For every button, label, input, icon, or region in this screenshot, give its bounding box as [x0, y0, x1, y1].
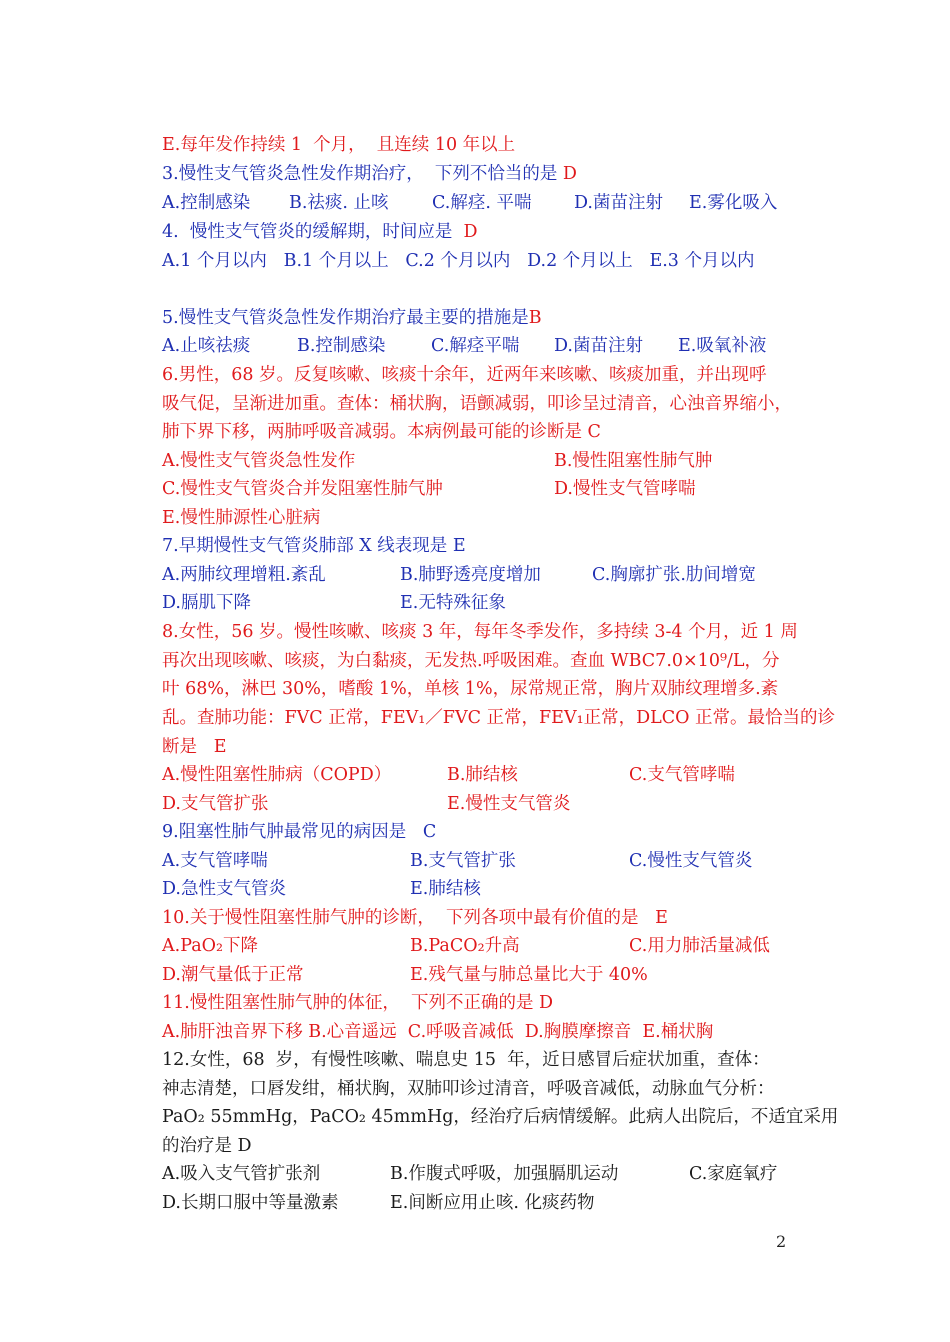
text-line [162, 361, 767, 389]
line-text: 乱。查肺功能：FVC 正常，FEV₁／FVC 正常，FEV₁正常，DLCO 正常。最恰当的诊 [162, 708, 836, 728]
line-text: 叶 68%，淋巴 30%，嗜酸 1%，单核 1%，尿常规正常，胸片双肺纹理增多.紊 [162, 679, 779, 699]
option-text: C.解痉平喘 [431, 336, 520, 356]
text-line [162, 247, 755, 275]
option-text: A.PaO₂下降 [162, 936, 258, 956]
text-line [162, 618, 798, 646]
page-number: 2 [776, 1232, 787, 1251]
option-text: E.残气量与肺总量比大于 40% [410, 965, 648, 985]
option-text: D.菌苗注射 [574, 193, 663, 213]
answer-letter: D [557, 164, 577, 184]
text-line [162, 504, 320, 532]
option-text: B.肺结核 [447, 765, 518, 785]
option-text: D.急性支气管炎 [162, 879, 286, 899]
line-text: 3.慢性支气管炎急性发作期治疗， 下列不恰当的是 [162, 164, 558, 184]
text-line [162, 1132, 252, 1160]
option-text: B.作腹式呼吸，加强膈肌运动 [390, 1164, 619, 1184]
line-text: 的治疗是 D [162, 1136, 252, 1156]
option-text: A.慢性支气管炎急性发作 [162, 451, 356, 471]
line-text: PaO₂ 55mmHg，PaCO₂ 45mmHg，经治疗后病情缓解。此病人出院后，不适宜采用 [162, 1107, 839, 1127]
text-line [162, 1018, 713, 1046]
option-text: B.PaCO₂升高 [410, 936, 520, 956]
line-text: 8.女性，56 岁。慢性咳嗽、咳痰 3 年，每年冬季发作，多持续 3-4 个月，近 1 周 [162, 622, 798, 642]
option-text: E.慢性支气管炎 [447, 794, 571, 814]
answer-letter: D [452, 222, 478, 242]
option-text: C.家庭氧疗 [689, 1164, 778, 1184]
text-line [162, 733, 226, 761]
text-line [162, 675, 778, 703]
option-text: D.膈肌下降 [162, 593, 251, 613]
option-text: C.用力肺活量减低 [629, 936, 770, 956]
line-text: 肺下界下移，两肺呼吸音减弱。本病例最可能的诊断是 C [162, 422, 601, 442]
line-text: 断是 E [162, 737, 227, 757]
line-text: 9.阻塞性肺气肿最常见的病因是 C [162, 822, 437, 842]
line-text: A.1 个月以内 B.1 个月以上 C.2 个月以内 D.2 个月以上 E.3 个月以内 [162, 251, 755, 271]
text-line [162, 160, 577, 188]
text-line [162, 532, 466, 560]
text-line [162, 1075, 775, 1103]
line-text: 5.慢性支气管炎急性发作期治疗最主要的措施是 [162, 308, 529, 328]
answer-letter: B [528, 308, 542, 328]
text-line [162, 1103, 838, 1131]
option-text: A.吸入支气管扩张剂 [162, 1164, 321, 1184]
option-text: C.慢性支气管炎 [629, 851, 753, 871]
line-text: E.慢性肺源性心脏病 [162, 508, 321, 528]
option-text: A.慢性阻塞性肺病（COPD） [162, 765, 392, 785]
option-text: D.菌苗注射 [554, 336, 643, 356]
line-text: 4. 慢性支气管炎的缓解期，时间应是 [162, 222, 453, 242]
line-text: 再次出现咳嗽、咳痰，为白黏痰，无发热.呼吸困难。查血 WBC7.0×10⁹/L，分 [162, 651, 780, 671]
option-text: D.长期口服中等量激素 [162, 1193, 339, 1213]
option-text: C.胸廓扩张.肋间增宽 [592, 565, 756, 585]
text-line [162, 818, 436, 846]
option-text: E.间断应用止咳. 化痰药物 [390, 1193, 595, 1213]
line-text: 12.女性，68 岁，有慢性咳嗽、喘息史 15 年，近日感冒后症状加重，查体： [162, 1050, 770, 1070]
line-text: 10.关于慢性阻塞性肺气肿的诊断， 下列各项中最有价值的是 E [162, 908, 668, 928]
option-text: B.肺野透亮度增加 [400, 565, 541, 585]
line-text: A.肺肝浊音界下移 B.心音遥远 C.呼吸音减低 D.胸膜摩擦音 E.桶状胸 [162, 1022, 714, 1042]
text-line [162, 390, 792, 418]
line-text: 吸气促，呈渐进加重。查体：桶状胸，语颤减弱，叩诊呈过清音，心浊音界缩小， [162, 394, 792, 414]
option-text: E.无特殊征象 [400, 593, 506, 613]
option-text: D.潮气量低于正常 [162, 965, 304, 985]
text-line [162, 904, 668, 932]
text-line [162, 1046, 770, 1074]
option-text: B.慢性阻塞性肺气肿 [554, 451, 713, 471]
line-text: E.每年发作持续 1 个月， 且连续 10 年以上 [162, 135, 516, 155]
option-text: B.祛痰. 止咳 [289, 193, 389, 213]
line-text: 7.早期慢性支气管炎肺部 X 线表现是 E [162, 536, 466, 556]
option-text: C.支气管哮喘 [629, 765, 735, 785]
option-text: A.支气管哮喘 [162, 851, 268, 871]
line-text: 11.慢性阻塞性肺气肿的体征， 下列不正确的是 D [162, 993, 554, 1013]
option-text: D.支气管扩张 [162, 794, 269, 814]
line-text: 6.男性，68 岁。反复咳嗽、咳痰十余年，近两年来咳嗽、咳痰加重，并出现呼 [162, 365, 767, 385]
option-text: B.支气管扩张 [410, 851, 516, 871]
option-text: E.雾化吸入 [689, 193, 778, 213]
text-line [162, 131, 515, 159]
option-text: E.肺结核 [410, 879, 481, 899]
text-line [162, 989, 553, 1017]
text-line [162, 418, 601, 446]
text-line [162, 704, 835, 732]
option-text: A.止咳祛痰 [162, 336, 251, 356]
option-text: D.慢性支气管哮喘 [554, 479, 696, 499]
option-text: C.解痉. 平喘 [432, 193, 532, 213]
text-line [162, 304, 542, 332]
text-line [162, 647, 779, 675]
line-text: 神志清楚，口唇发绀，桶状胸，双肺叩诊过清音，呼吸音减低，动脉血气分析： [162, 1079, 775, 1099]
option-text: A.两肺纹理增粗.紊乱 [162, 565, 326, 585]
option-text: C.慢性支气管炎合并发阻塞性肺气肿 [162, 479, 443, 499]
option-text: A.控制感染 [162, 193, 251, 213]
option-text: E.吸氧补液 [678, 336, 767, 356]
option-text: B.控制感染 [297, 336, 386, 356]
text-line [162, 218, 477, 246]
